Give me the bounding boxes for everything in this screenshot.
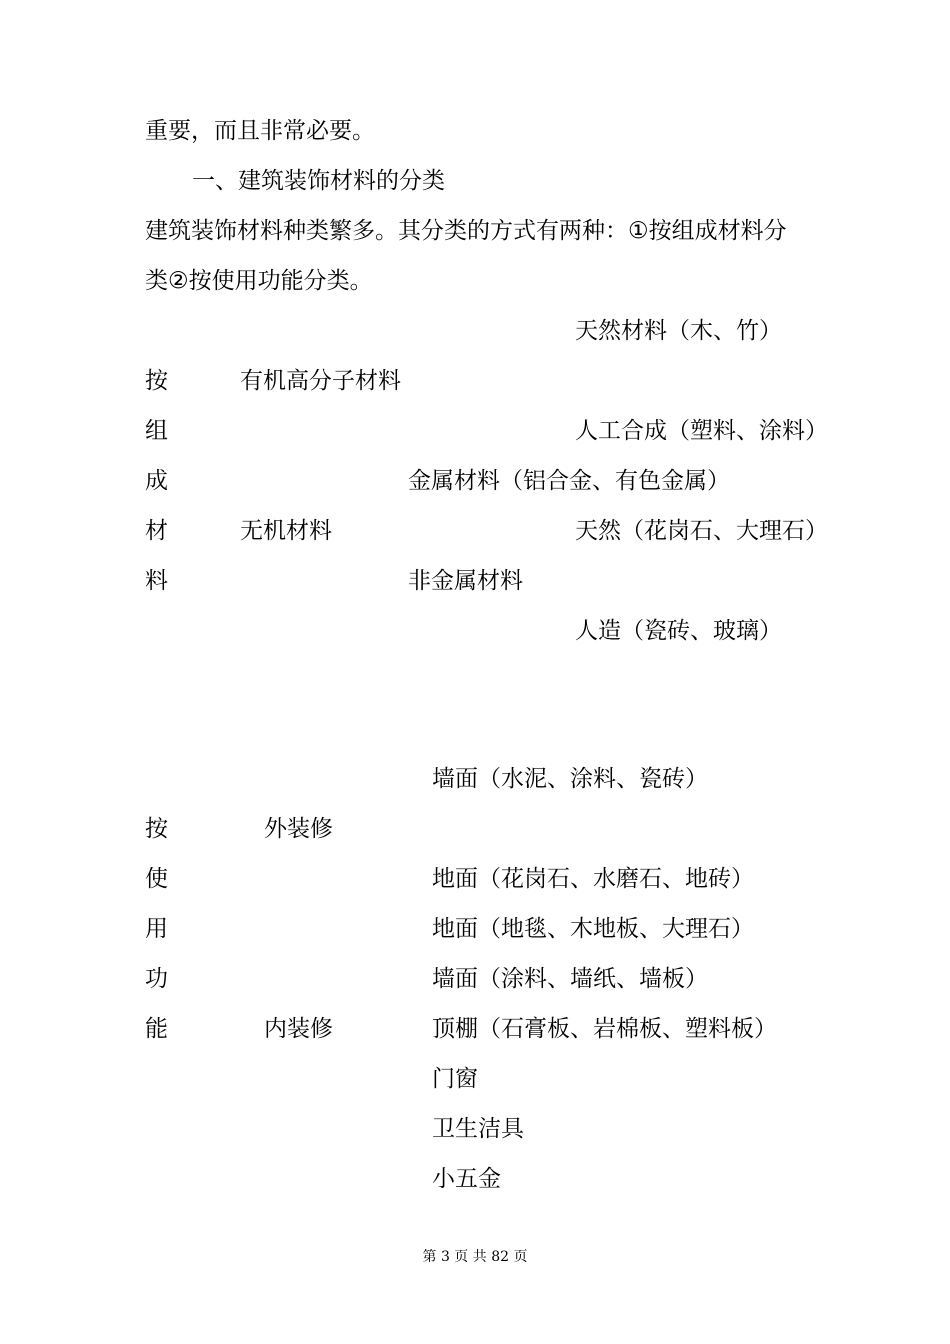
interior-item: 地面（地毯、木地板、大理石） [432, 916, 754, 942]
organic-natural: 天然材料（木、竹） [575, 318, 782, 344]
interior-item: 卫生洁具 [432, 1116, 524, 1142]
nonmetal-category: 非金属材料 [408, 568, 523, 594]
interior-item: 门窗 [432, 1066, 478, 1092]
composition-vertical-char: 按 [145, 368, 168, 394]
nonmetal-natural: 天然（花岗石、大理石） [575, 518, 828, 544]
composition-vertical-char: 成 [145, 468, 168, 494]
section-heading: 一、建筑装饰材料的分类 [192, 168, 445, 194]
inorganic-category: 无机材料 [240, 518, 332, 544]
page-footer: 第 3 页 共 82 页 [422, 1249, 528, 1265]
function-vertical-char: 能 [145, 1016, 168, 1042]
function-vertical-char: 用 [145, 916, 168, 942]
interior-item: 小五金 [432, 1166, 501, 1192]
composition-vertical-char: 组 [145, 418, 168, 444]
function-vertical-char: 按 [145, 816, 168, 842]
interior-item: 墙面（涂料、墙纸、墙板） [432, 966, 708, 992]
composition-vertical-char: 材 [145, 518, 168, 544]
nonmetal-artificial: 人造（瓷砖、玻璃） [575, 618, 782, 644]
intro-line-1: 重要，而且非常必要。 [145, 118, 375, 144]
function-vertical-char: 功 [145, 966, 168, 992]
exterior-item: 墙面（水泥、涂料、瓷砖） [432, 766, 708, 792]
interior-item: 顶棚（石膏板、岩棉板、塑料板） [432, 1016, 777, 1042]
organic-category: 有机高分子材料 [240, 368, 401, 394]
interior-category: 内装修 [264, 1016, 333, 1042]
function-vertical-char: 使 [145, 866, 168, 892]
organic-synthetic: 人工合成（塑料、涂料） [575, 418, 828, 444]
exterior-item: 地面（花岗石、水磨石、地砖） [432, 866, 754, 892]
composition-vertical-char: 料 [145, 568, 168, 594]
intro-line-3: 建筑装饰材料种类繁多。其分类的方式有两种：①按组成材料分 [145, 218, 787, 244]
exterior-category: 外装修 [264, 816, 333, 842]
metal-category: 金属材料（铝合金、有色金属） [408, 468, 730, 494]
intro-line-4: 类②按使用功能分类。 [145, 268, 373, 294]
